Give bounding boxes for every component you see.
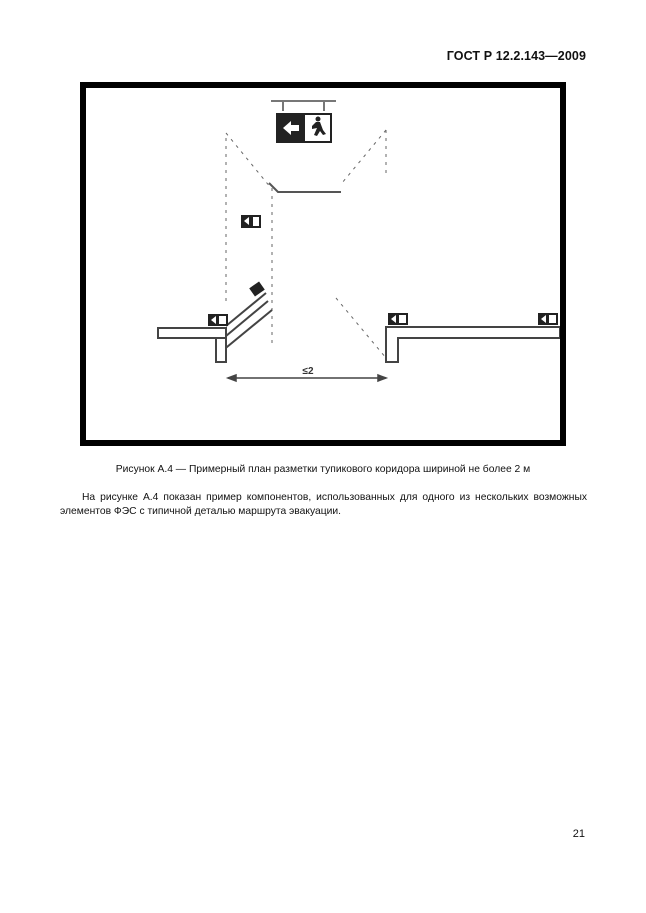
body-paragraph: На рисунке А.4 показан пример компонентов, использованных для одного из нескольких возможных элементов ФЭС с типичной деталью маршрута эвакуации. (60, 492, 587, 517)
ceiling-bracket (271, 101, 336, 111)
perspective-lines (226, 130, 386, 358)
document-code: ГОСТ Р 12.2.143—2009 (446, 49, 586, 63)
exit-sign-wall-icon (241, 215, 261, 228)
exit-sign-main-icon (276, 113, 332, 143)
exit-sign-right-1-icon (388, 313, 408, 325)
corridor-drawing (86, 88, 560, 440)
dimension-label: ≤2 (302, 366, 314, 377)
exit-sign-right-2-icon (538, 313, 558, 325)
left-wall-block (158, 328, 226, 362)
figure-caption: Рисунок А.4 — Примерный план разметки тупикового коридора шириной не более 2 м (115, 464, 531, 475)
page-number: 21 (572, 828, 585, 840)
exit-sign-left-icon (208, 314, 228, 326)
right-wall-block (386, 327, 560, 362)
ceiling-back-edge (269, 183, 341, 192)
figure-canvas (86, 88, 560, 440)
exit-sign-diagonal-icon (249, 281, 265, 296)
figure-frame (80, 82, 566, 446)
